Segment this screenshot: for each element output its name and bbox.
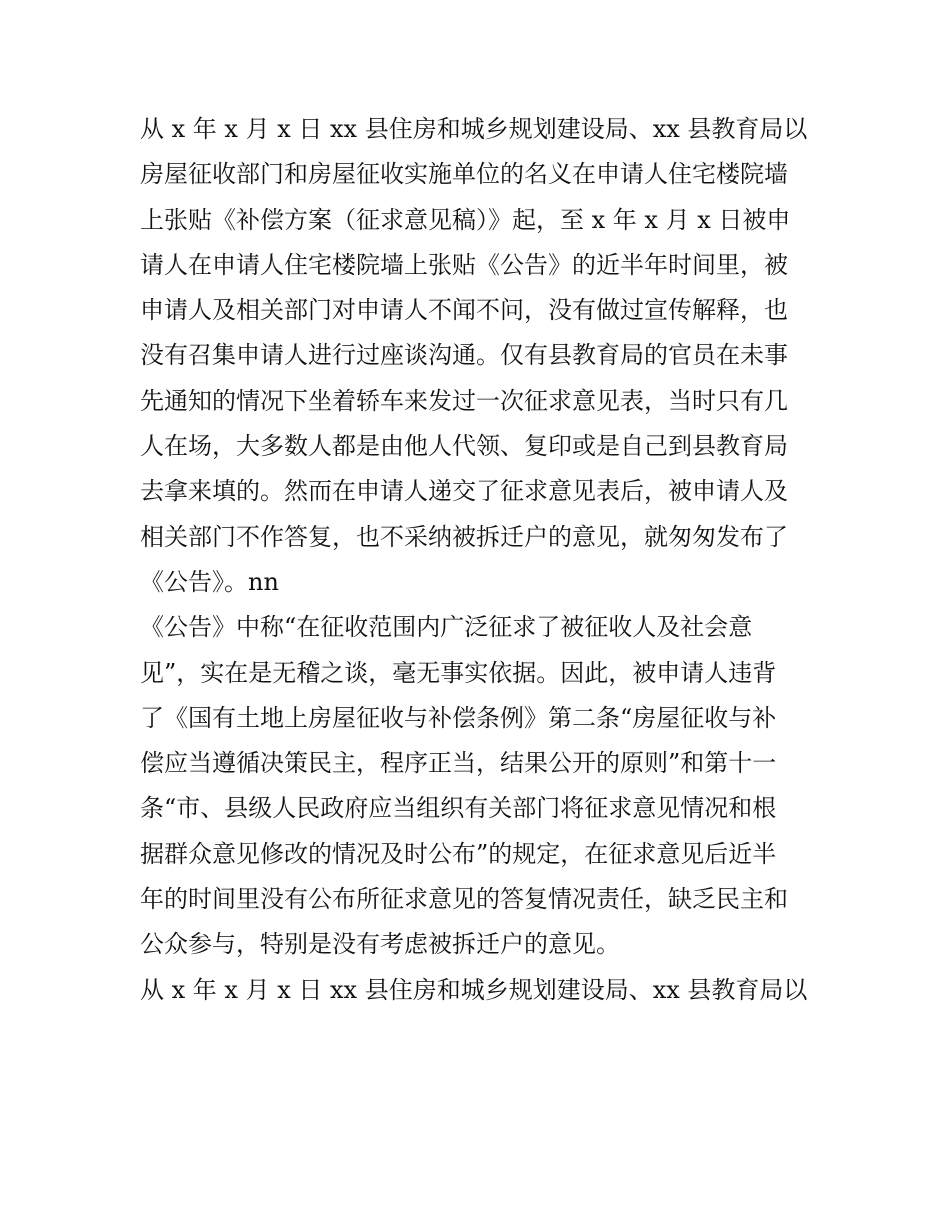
paragraph-1-line-3: 上张贴《补偿方案（征求意见稿）》起，至 x 年 x 月 x 日被申 [140,205,791,234]
paragraph-1-line-8: 人在场，大多数人都是由他人代领、复印或是自己到县教育局 [140,432,788,461]
paragraph-2-line-5: 条“市、县级人民政府应当组织有关部门将征求意见情况和根 [140,794,777,823]
paragraph-1-line-7: 先通知的情况下坐着轿车来发过一次征求意见表，当时只有几 [140,386,788,415]
paragraph-2-line-7: 年的时间里没有公布所征求意见的答复情况责任，缺乏民主和 [140,885,788,914]
paragraph-2-line-8: 公众参与，特别是没有考虑被拆迁户的意见。 [140,930,620,959]
paragraph-3-line-1: 从 x 年 x 月 x 日 xx 县住房和城乡规划建设局、xx 县教育局以 [140,975,808,1004]
paragraph-1-line-2: 房屋征收部门和房屋征收实施单位的名义在申请人住宅楼院墙 [140,160,788,189]
document-body [140,107,820,1013]
paragraph-2-line-3: 了《国有土地上房屋征收与补偿条例》第二条“房屋征收与补 [140,703,777,732]
paragraph-1-line-6: 没有召集申请人进行过座谈沟通。仅有县教育局的官员在未事 [140,341,788,370]
paragraph-1-line-1: 从 x 年 x 月 x 日 xx 县住房和城乡规划建设局、xx 县教育局以 [140,115,808,143]
paragraph-1-line-11: 《公告》。nn [140,567,279,596]
paragraph-1-line-9: 去拿来填的。然而在申请人递交了征求意见表后，被申请人及 [140,477,788,506]
paragraph-2-line-2: 见”，实在是无稽之谈，毫无事实依据。因此，被申请人违背 [140,658,777,687]
paragraph-1-line-4: 请人在申请人住宅楼院墙上张贴《公告》的近半年时间里，被 [140,250,788,279]
paragraph-1-line-10: 相关部门不作答复，也不采纳被拆迁户的意见，就匆匆发布了 [140,522,788,551]
paragraph-2-line-1: 《公告》中称“在征收范围内广泛征求了被征收人及社会意 [140,613,753,642]
paragraph-1-line-5: 申请人及相关部门对申请人不闻不问，没有做过宣传解释，也 [140,296,788,325]
paragraph-2-line-4: 偿应当遵循决策民主，程序正当，结果公开的原则”和第十一 [140,749,777,778]
paragraph-2-line-6: 据群众意见修改的情况及时公布”的规定，在征求意见后近半 [140,839,777,868]
